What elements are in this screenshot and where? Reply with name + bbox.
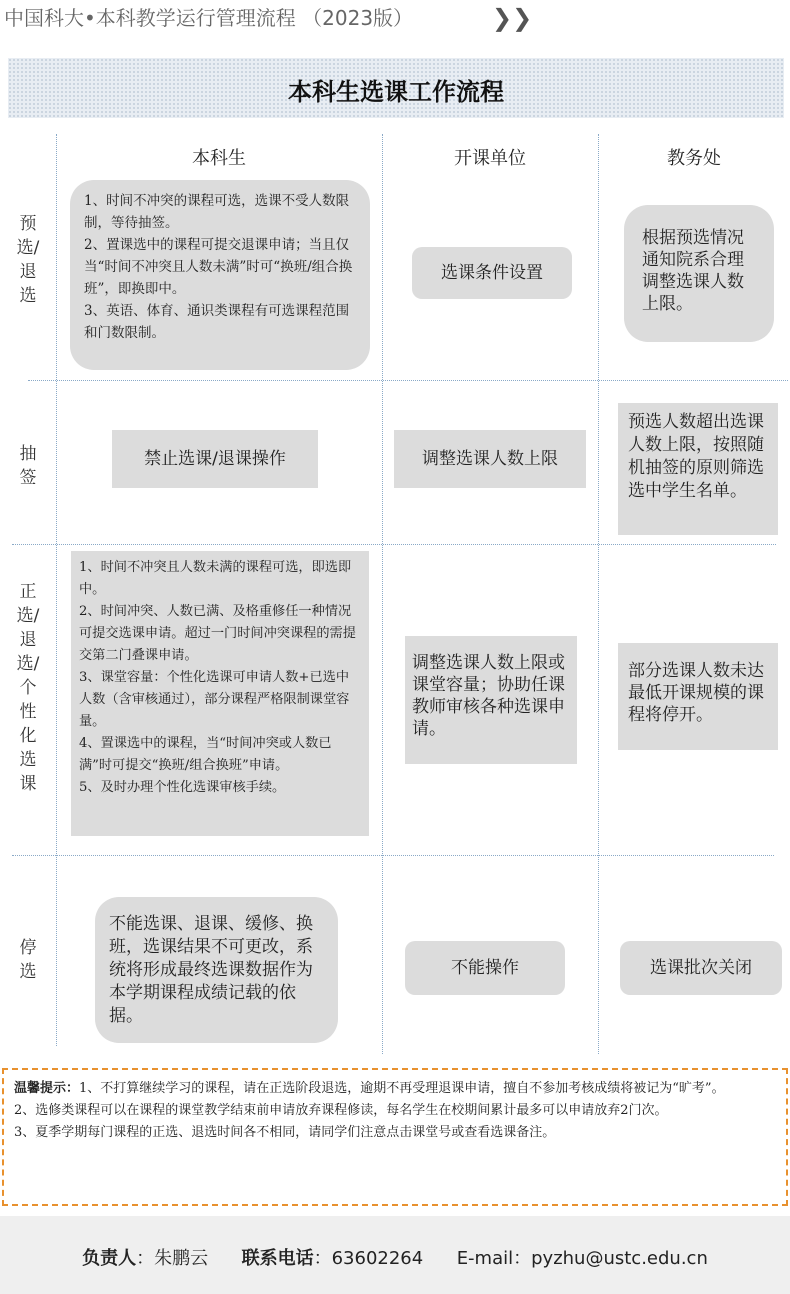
rule-text: 1、时间不冲突的课程可选，选课不受人数限制，等待抽签。: [84, 193, 350, 231]
tip-item: 3、夏季学期每门课程的正选、退选时间各不相同，请同学们注意点击课堂号或查看选课备注。: [14, 1125, 556, 1140]
student-stop-text: 不能选课、退课、缓修、换班，选课结果不可更改，系统将形成最终选课数据作为本学期课程成绩记载的依据。: [109, 914, 313, 1026]
rule-text: 4、置课选中的课程，当“时间冲突或人数已满”时可提交“换班/组合换班”申请。: [79, 736, 332, 773]
rule-text: 3、课堂容量：个性化选课可申请人数+已选中人数（含审核通过），部分课程严格限制课堂容量。: [79, 670, 350, 729]
unit-preselect-box: [412, 247, 572, 299]
column-header-unit: 开课单位: [454, 148, 526, 169]
rule-text: 5、及时办理个性化选课审核手续。: [79, 780, 286, 795]
header-title: 中国科大•本科教学运行管理流程 （2023版）: [4, 6, 414, 30]
column-header-office: 教务处: [667, 148, 721, 169]
rule-text: 2、时间冲突、人数已满、及格重修任一种情况可提交选课申请。超过一门时间冲突课程的需提交第二门叠课申请。: [79, 604, 356, 663]
tips-lead: 温馨提示：: [14, 1081, 80, 1096]
office-preselect-box: [624, 205, 774, 342]
contact-footer: [0, 1216, 790, 1294]
unit-stop-box: [405, 941, 565, 995]
rule-text: 2、置课选中的课程可提交退课申请；当且仅当“时间不冲突且人数未满”时可“换班/组合换班”，即换即中。: [84, 237, 353, 297]
office-lottery-text: 预选人数超出选课人数上限，按照随机抽签的原则筛选选中学生名单。: [628, 412, 764, 501]
column-header-student: 本科生: [192, 148, 246, 169]
row-label-lottery: 抽签: [19, 444, 37, 488]
person-name: 朱鹏云: [154, 1248, 209, 1269]
email-address[interactable]: pyzhu@ustc.edu.cn: [531, 1248, 708, 1269]
office-stop-box: [620, 941, 782, 995]
student-preselect-box: [70, 180, 370, 370]
title-banner: [8, 58, 784, 118]
phone-label: 联系电话: [241, 1248, 314, 1269]
grid-line: [382, 134, 383, 1054]
grid-line: [598, 134, 599, 1054]
unit-preselect-text: 选课条件设置: [441, 263, 543, 283]
office-stop-text: 选课批次关闭: [650, 958, 752, 978]
student-stop-box: [95, 897, 338, 1043]
row-label-formal-select: 正选/退选/个性化选课: [16, 582, 40, 794]
unit-formal-text: 调整选课人数上限或课堂容量；协助任课教师审核各种选课申请。: [412, 653, 565, 739]
email-label: E-mail: [456, 1248, 514, 1269]
unit-lottery-box: [394, 430, 586, 488]
chevron-right-icon: ❯❯: [492, 4, 533, 32]
page-title: 本科生选课工作流程: [288, 78, 504, 106]
tip-item: 2、选修类课程可以在课程的课堂教学结束前申请放弃课程修读，每名学生在校期间累计最多可以申请放弃2门次。: [14, 1103, 668, 1118]
office-formal-text: 部分选课人数未达最低开课规模的课程将停开。: [628, 661, 764, 725]
office-preselect-text: 根据预选情况通知院系合理调整选课人数上限。: [642, 228, 744, 314]
unit-stop-text: 不能操作: [451, 958, 519, 978]
tips-box: [2, 1068, 788, 1206]
grid-line: [56, 134, 57, 1046]
row-label-stop: 停选: [19, 938, 37, 982]
unit-formal-box: [405, 636, 577, 764]
page-header: [0, 0, 790, 34]
row-label-preselect: 预选/退选: [16, 214, 40, 306]
grid-line: [12, 544, 776, 545]
tip-item: 温馨提示：1、不打算继续学习的课程，请在正选阶段退选，逾期不再受理退课申请，擅自不参加考核成绩将被记为“旷考”。: [14, 1081, 725, 1096]
person-label: 负责人: [82, 1248, 137, 1269]
grid-line: [28, 380, 788, 381]
unit-lottery-text: 调整选课人数上限: [422, 449, 558, 469]
student-lottery-text: 禁止选课/退课操作: [144, 449, 286, 469]
student-formal-box: [71, 551, 369, 836]
student-lottery-box: [112, 430, 318, 488]
contact-line: 负责人：朱鹏云 联系电话：63602264 E-mail：pyzhu@ustc.edu.cn: [82, 1248, 708, 1269]
phone-number: 63602264: [331, 1248, 424, 1269]
grid-line: [12, 855, 774, 856]
rule-text: 3、英语、体育、通识类课程有可选课程范围和门数限制。: [84, 303, 350, 341]
office-lottery-box: [618, 403, 778, 535]
rule-text: 1、时间不冲突且人数未满的课程可选，即选即中。: [79, 560, 352, 597]
office-formal-box: [618, 643, 778, 750]
